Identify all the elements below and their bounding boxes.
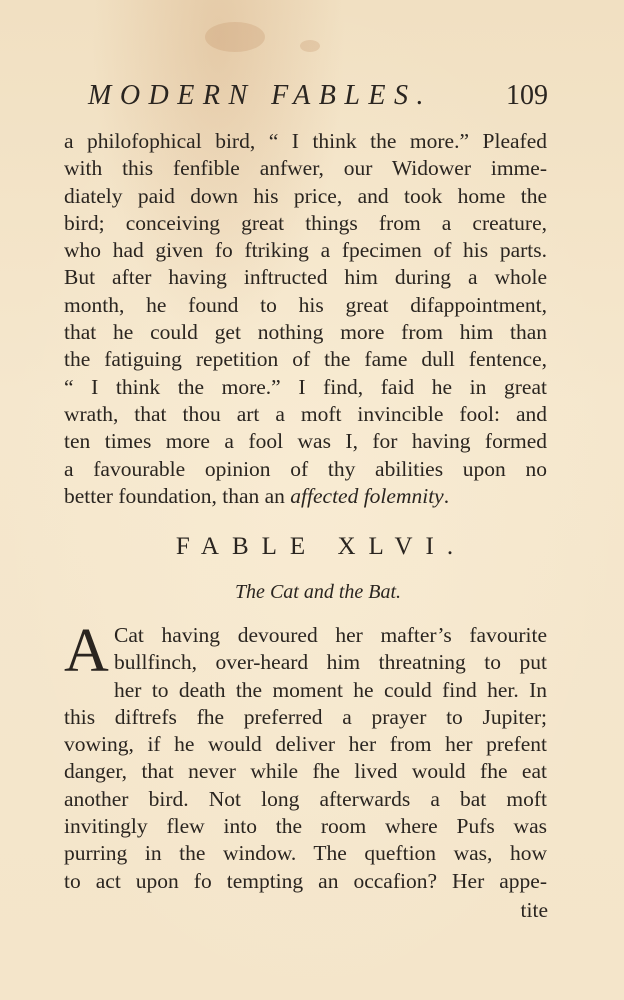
text-line: Cat having devoured her mafter’s favourite: [114, 623, 547, 647]
fable-xlvi-text: [64, 617, 547, 895]
text-run: better foundation, than an: [64, 483, 285, 508]
running-title: MODERN FABLES.: [88, 80, 433, 111]
page-header: [88, 80, 548, 120]
text-line: invitingly flew into the room where Pufs was: [64, 814, 547, 839]
text-line: the fatiguing repetition of the fame dull fentence,: [64, 347, 547, 372]
text-line: that he could get nothing more from him than: [64, 320, 547, 345]
text-line: ten times more a fool was I, for having formed: [64, 429, 547, 454]
catchword: tite: [520, 898, 548, 922]
text-line: a favourable opinion of thy abilities upon no: [64, 456, 547, 481]
text-line: her to death the moment he could find her. In: [114, 677, 547, 702]
text-line: But after having inftructed him during a whole: [64, 265, 547, 290]
text-line: who had given fo ftriking a fpecimen of his parts.: [64, 238, 547, 263]
text-line-last: [64, 483, 547, 510]
text-line: vowing, if he would deliver her from her prefent: [64, 732, 547, 757]
text-line: purring in the window. The queftion was, how: [64, 841, 547, 866]
text-line: month, he found to his great difappointment,: [64, 292, 547, 317]
text-line: another bird. Not long afterwards a bat moft: [64, 786, 547, 811]
text-line: wrath, that thou art a moft invincible fool: and: [64, 401, 547, 426]
italic-phrase: affected folemnity: [290, 483, 444, 508]
text-line: to act upon fo tempting an occafion? Her appe-: [64, 868, 547, 893]
fable-heading: FABLE XLVI.: [175, 533, 467, 560]
text-line: danger, that never while fhe lived would fhe eat: [64, 759, 547, 784]
text-line: a philofophical bird, “ I think the more.” Pleafed: [64, 129, 547, 153]
fable-xlv-text: [64, 128, 547, 510]
drop-cap: A: [64, 617, 109, 685]
page-number: 109: [506, 80, 548, 111]
text-line: this diftrefs fhe preferred a prayer to Jupiter;: [64, 704, 547, 729]
text-line: bullfinch, over-heard him threatning to put: [114, 650, 547, 675]
foxing-stain: [300, 40, 320, 52]
text-line: with this fenfible anfwer, our Widower imme-: [64, 156, 547, 181]
foxing-stain: [205, 22, 265, 52]
text-line: bird; conceiving great things from a creature,: [64, 210, 547, 235]
fable-subtitle: The Cat and the Bat.: [234, 581, 402, 603]
text-line: “ I think the more.” I find, faid he in great: [64, 374, 547, 399]
text-run: .: [443, 483, 450, 508]
text-line: diately paid down his price, and took home the: [64, 183, 547, 208]
